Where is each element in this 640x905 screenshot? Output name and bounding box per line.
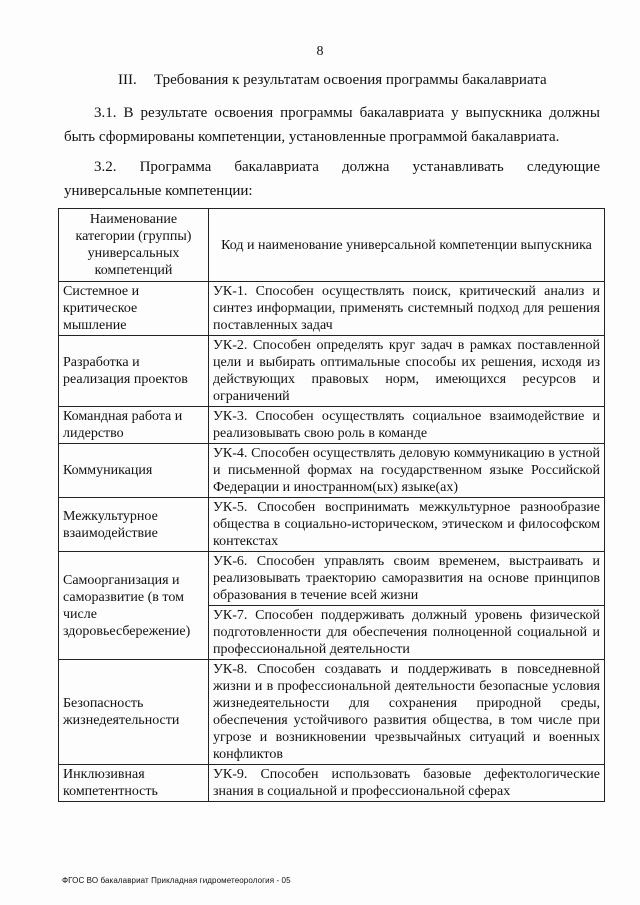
table-row (59, 407, 605, 444)
footer: ФГОС ВО бакалавриат Прикладная гидрометеорология - 05 (62, 876, 291, 885)
page-number: 8 (316, 44, 324, 59)
category-cell: Коммуникация (59, 444, 209, 498)
section-title: Требования к результатам освоения программы бакалавриата (154, 72, 547, 88)
table-row (59, 282, 605, 336)
category-cell: Инклюзивная компетентность (59, 765, 209, 802)
category-cell: Системное и критическое мышление (59, 282, 209, 336)
table-row (59, 660, 605, 765)
paragraph-line: 3.2. Программа бакалавриата должна устанавливать следующие (94, 159, 600, 175)
competence-cell: УК-4. Способен осуществлять деловую коммуникацию в устной и письменной формах на государственном языке Российской Федерации и иностранном(ых) языке(ах) (209, 444, 605, 498)
category-cell: Межкультурное взаимодействие (59, 498, 209, 552)
competence-cell: УК-5. Способен воспринимать межкультурное разнообразие общества в социально-историческом, этическом и философском контекстах (209, 498, 605, 552)
table-row (59, 444, 605, 498)
competence-cell: УК-3. Способен осуществлять социальное взаимодействие и реализовывать свою роль в команде (209, 407, 605, 444)
paragraph-line: универсальные компетенции: (64, 183, 253, 199)
competence-cell: УК-1. Способен осуществлять поиск, критический анализ и синтез информации, применять системный подход для решения поставленных задач (209, 282, 605, 336)
table-header-row (59, 209, 605, 282)
section-number: III. (118, 72, 137, 88)
header-competence: Код и наименование универсальной компетенции выпускника (209, 209, 605, 282)
competences-table (58, 208, 605, 802)
competence-cell: УК-7. Способен поддерживать должный уровень физической подготовленности для обеспечения полноценной социальной и профессиональной деятельности (209, 606, 605, 660)
table-row (59, 765, 605, 802)
paragraph-line: быть сформированы компетенции, установленные программой бакалавриата. (64, 129, 560, 145)
category-cell: Самоорганизация и саморазвитие (в том числе здоровьесбережение) (59, 552, 209, 660)
table-row (59, 336, 605, 407)
category-cell: Безопасность жизнедеятельности (59, 660, 209, 765)
header-category: Наименование категории (группы) универсальных компетенций (59, 209, 209, 282)
paragraph-line: 3.1. В результате освоения программы бакалавриата у выпускника должны (94, 105, 600, 121)
section-heading (118, 72, 547, 89)
table-row (59, 498, 605, 552)
competence-cell: УК-9. Способен использовать базовые дефектологические знания в социальной и профессиональной сферах (209, 765, 605, 802)
competence-cell: УК-6. Способен управлять своим временем, выстраивать и реализовывать траекторию саморазвития на основе принципов образования в течение всей жизни (209, 552, 605, 606)
competence-cell: УК-8. Способен создавать и поддерживать в повседневной жизни и в профессиональной деятельности безопасные условия жизнедеятельности для сохранения природной среды, обеспечения устойчивого развития общества, в том числе при угрозе и возникновении чрезвычайных ситуаций и военных конфликтов (209, 660, 605, 765)
paragraph-3-1 (64, 101, 600, 149)
table-row (59, 552, 605, 606)
category-cell: Разработка и реализация проектов (59, 336, 209, 407)
competence-cell: УК-2. Способен определять круг задач в рамках поставленной цели и выбирать оптимальные способы их решения, исходя из действующих правовых норм, имеющихся ресурсов и ограничений (209, 336, 605, 407)
category-cell: Командная работа и лидерство (59, 407, 209, 444)
paragraph-3-2 (64, 155, 600, 203)
